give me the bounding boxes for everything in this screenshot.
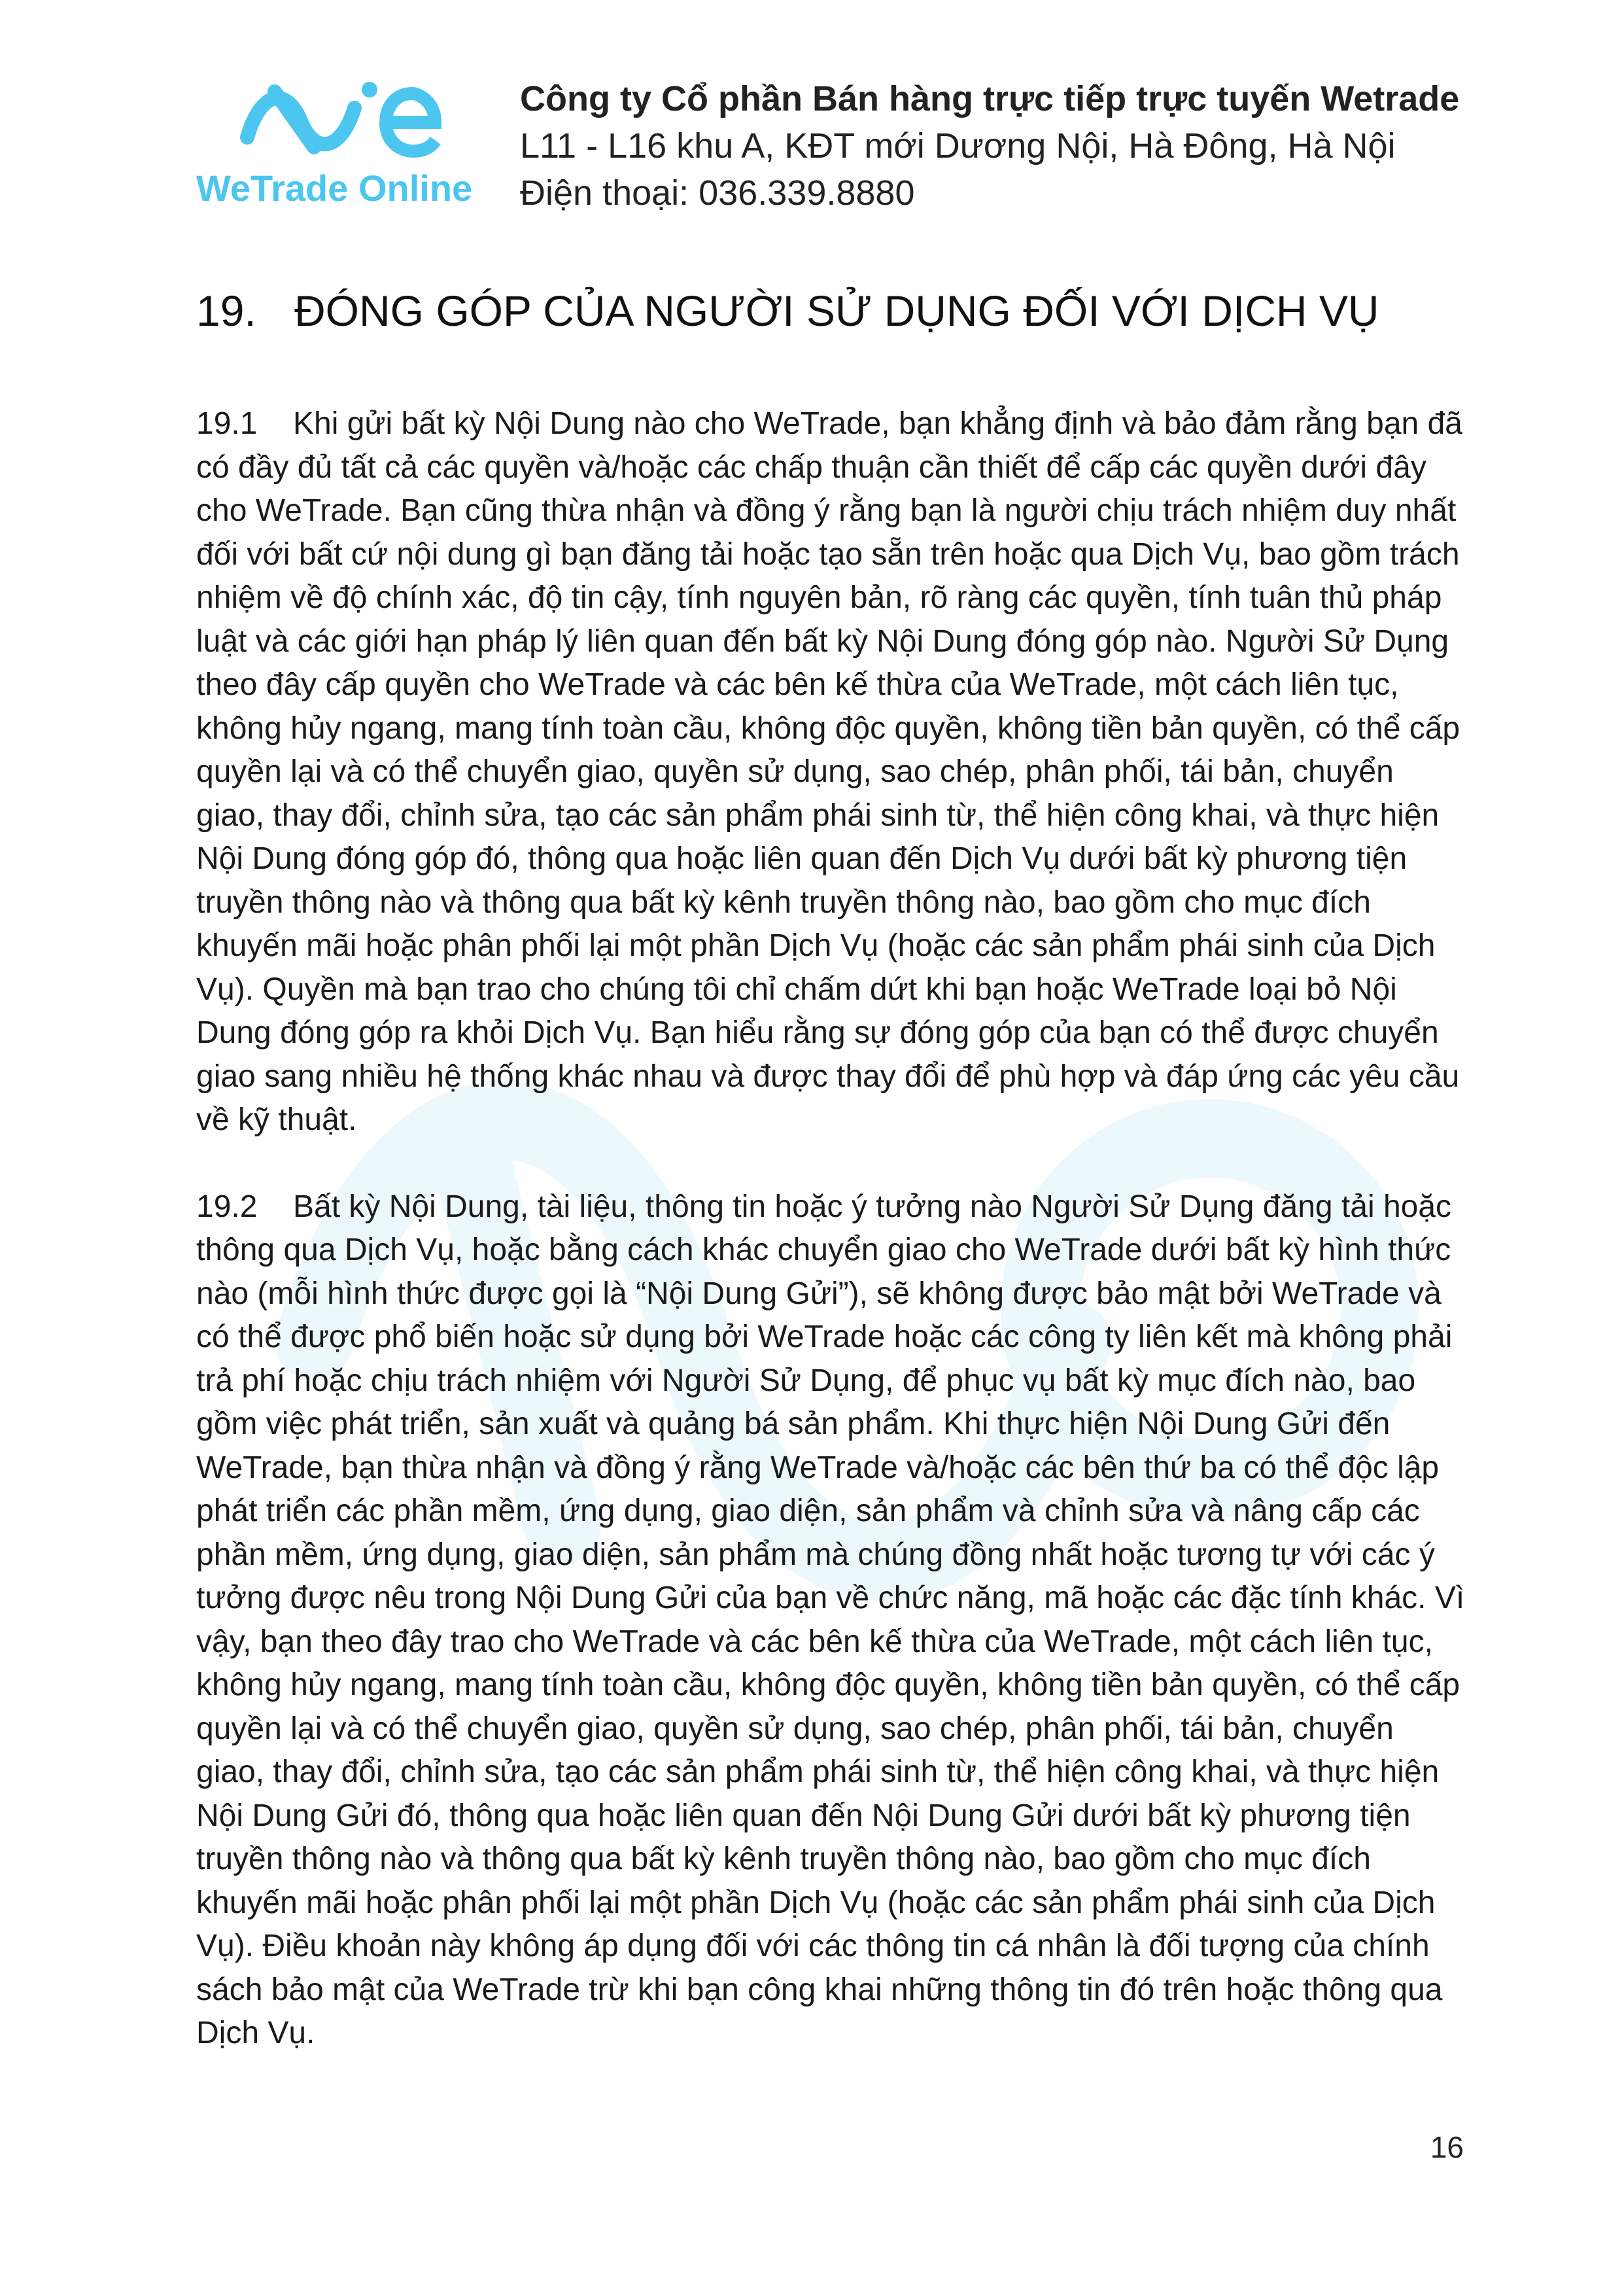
company-logo xyxy=(196,69,497,219)
clause-number: 19.2 xyxy=(196,1189,258,1224)
section-heading xyxy=(196,281,1465,340)
we-logo-icon xyxy=(235,75,445,160)
section-title: ĐÓNG GÓP CỦA NGƯỜI SỬ DỤNG ĐỐI VỚI DỊCH VỤ xyxy=(294,287,1379,335)
company-info xyxy=(520,75,1475,217)
clause-text: Khi gửi bất kỳ Nội Dung nào cho WeTrade, bạn khẳng định và bảo đảm rằng bạn đã có đầy đủ tất cả các quyền và/hoặc các chấp thuận cần thiết để cấp các quyền dưới đây cho WeTrade. Bạn cũng thừa nhận và đồng ý rằng bạn là người chịu trách nhiệm duy nhất đối với bất cứ nội dung gì bạn đăng tải hoặc tạo sẵn trên hoặc qua Dịch Vụ, bao gồm trách nhiệm về độ chính xác, độ tin cậy, tính nguyên bản, rõ ràng các quyền, tính tuân thủ pháp luật và các giới hạn pháp lý liên quan đến bất kỳ Nội Dung đóng góp nào. Người Sử Dụng theo đây cấp quyền cho WeTrade và các bên kế thừa của WeTrade, một cách liên tục, không hủy ngang, mang tính toàn cầu, không độc quyền, không tiền bản quyền, có thể cấp quyền lại và có thể chuyển giao, quyền sử dụng, sao chép, phân phối, tái bản, chuyển giao, thay đổi, chỉnh sửa, tạo các sản phẩm phái sinh từ, thể hiện công khai, và thực hiện Nội Dung đóng góp đó, thông qua hoặc liên quan đến Dịch Vụ dưới bất kỳ phương tiện truyền thông nào và thông qua bất kỳ kênh truyền thông nào, bao gồm cho mục đích khuyến mãi hoặc phân phối lại một phần Dịch Vụ (hoặc các sản phẩm phái sinh của Dịch Vụ). Quyền mà bạn trao cho chúng tôi chỉ chấm dứt khi bạn hoặc WeTrade loại bỏ Nội Dung đóng góp ra khỏi Dịch Vụ. Bạn hiểu rằng sự đóng góp của bạn có thể được chuyển giao sang nhiều hệ thống khác nhau và được thay đổi để phù hợp và đáp ứng các yêu cầu về kỹ thuật. xyxy=(196,406,1462,1137)
document-body xyxy=(196,281,1465,2056)
letterhead xyxy=(196,69,1472,219)
clause-text: Bất kỳ Nội Dung, tài liệu, thông tin hoặc ý tưởng nào Người Sử Dụng đăng tải hoặc thông qua Dịch Vụ, hoặc bằng cách khác chuyển giao cho WeTrade dưới bất kỳ hình thức nào (mỗi hình thức được gọi là “Nội Dung Gửi”), sẽ không được bảo mật bởi WeTrade và có thể được phổ biến hoặc sử dụng bởi WeTrade hoặc các công ty liên kết mà không phải trả phí hoặc chịu trách nhiệm với Người Sử Dụng, để phục vụ bất kỳ mục đích nào, bao gồm việc phát triển, sản xuất và quảng bá sản phẩm. Khi thực hiện Nội Dung Gửi đến WeTrade, bạn thừa nhận và đồng ý rằng WeTrade và/hoặc các bên thứ ba có thể độc lập phát triển các phần mềm, ứng dụng, giao diện, sản phẩm và chỉnh sửa và nâng cấp các phần mềm, ứng dụng, giao diện, sản phẩm mà chúng đồng nhất hoặc tương tự với các ý tưởng được nêu trong Nội Dung Gửi của bạn về chức năng, mã hoặc các đặc tính khác. Vì vậy, bạn theo đây trao cho WeTrade và các bên kế thừa của WeTrade, một cách liên tục, không hủy ngang, mang tính toàn cầu, không độc quyền, không tiền bản quyền, có thể cấp quyền lại và có thể chuyển giao, quyền sử dụng, sao chép, phân phối, tái bản, chuyển giao, thay đổi, chỉnh sửa, tạo các sản phẩm phái sinh từ, thể hiện công khai, và thực hiện Nội Dung Gửi đó, thông qua hoặc liên quan đến Nội Dung Gửi dưới bất kỳ phương tiện truyền thông nào và thông qua bất kỳ kênh truyền thông nào, bao gồm cho mục đích khuyến mãi hoặc phân phối lại một phần Dịch Vụ (hoặc các sản phẩm phái sinh của Dịch Vụ). Điều khoản này không áp dụng đối với các thông tin cá nhân là đối tượng của chính sách bảo mật của WeTrade trừ khi bạn công khai những thông tin đó trên hoặc thông qua Dịch Vụ. xyxy=(196,1189,1465,2050)
clause-19-1 xyxy=(196,402,1465,1142)
logo-wordmark: WeTrade Online xyxy=(196,167,473,209)
company-phone: Điện thoại: 036.339.8880 xyxy=(520,173,915,213)
page-number: 16 xyxy=(1430,2130,1464,2164)
company-address: L11 - L16 khu A, KĐT mới Dương Nội, Hà Đông, Hà Nội xyxy=(520,126,1396,166)
section-number: 19. xyxy=(196,287,256,335)
clause-number: 19.1 xyxy=(196,406,258,441)
clause-19-2 xyxy=(196,1185,1465,2056)
company-name: Công ty Cổ phần Bán hàng trực tiếp trực tuyến Wetrade xyxy=(520,79,1460,118)
